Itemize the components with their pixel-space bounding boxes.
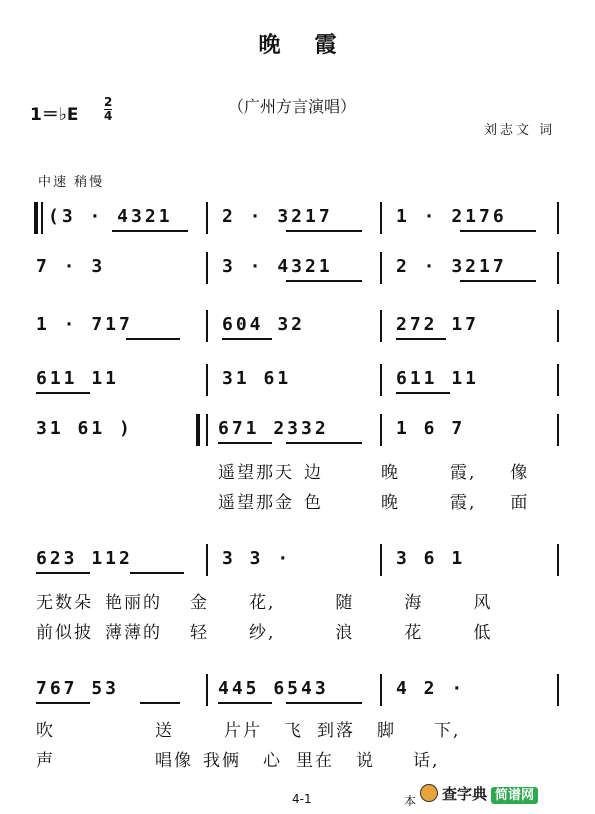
lyric: 薄薄的 [105, 623, 162, 643]
measure: 3 · 4321 [222, 256, 333, 277]
lyric: 霞, [450, 463, 477, 483]
lyric: 低 [473, 623, 493, 643]
beam [36, 702, 90, 704]
lyric: 下, [434, 721, 461, 741]
beam [36, 392, 90, 394]
lyric-line-7b [36, 746, 439, 771]
key-signature: 1＝♭E [30, 105, 79, 125]
lyric: 霞, [450, 493, 477, 513]
measure: 1 · 2176 [396, 206, 507, 227]
beam [286, 442, 362, 444]
measure: 1 · 717 [36, 314, 133, 335]
barline [206, 252, 208, 284]
lyricist: 刘志文 词 [484, 123, 556, 138]
lyric: 浪 [335, 623, 355, 643]
beam [218, 442, 272, 444]
beam [112, 230, 188, 232]
measure: 7 · 3 [36, 256, 106, 277]
score-line-4 [30, 360, 562, 400]
lyric: 片片 [224, 721, 262, 741]
score-line-2 [30, 248, 562, 288]
lyric: 吹 [36, 721, 55, 741]
lyric-line-7a [36, 716, 460, 741]
lyric: 声 [36, 751, 55, 771]
lyric: 遥望那天 [218, 463, 294, 483]
measure: 31 61 ) [36, 418, 133, 439]
lyric: 花 [404, 623, 424, 643]
measure: 1 6 7 [396, 418, 466, 439]
lyric: 到落 [317, 721, 355, 741]
lyric: 艳丽的 [105, 593, 162, 613]
time-bottom: 4 [104, 109, 113, 123]
lyric: 无数朵 [36, 593, 93, 613]
barline [380, 544, 382, 576]
score-line-7 [30, 670, 562, 710]
lyric: 风 [473, 593, 493, 613]
lyric: 前似披 [36, 623, 93, 643]
score-line-6 [30, 540, 562, 580]
barline [380, 310, 382, 342]
beam [286, 230, 362, 232]
beam [396, 338, 446, 340]
lyric-line-6a [36, 588, 492, 613]
lyric: 送 [155, 721, 174, 741]
site-watermark[interactable] [420, 783, 538, 804]
score-line-1 [30, 198, 562, 238]
lyric: 边 [304, 463, 323, 483]
barline [557, 544, 559, 576]
beam [130, 572, 184, 574]
barline [206, 544, 208, 576]
measure: 611 11 [396, 368, 480, 389]
barline [380, 252, 382, 284]
barline [41, 202, 43, 234]
barline [557, 202, 559, 234]
lyric: 我俩 [203, 751, 241, 771]
barline [206, 364, 208, 396]
measure: (3 · 4321 [48, 206, 173, 227]
barline [206, 414, 208, 446]
barline [206, 674, 208, 706]
measure: 604 32 [222, 314, 306, 335]
measure: 671 2332 [218, 418, 329, 439]
lyric-line-5a [218, 458, 529, 483]
barline [380, 364, 382, 396]
lyric: 金 [190, 593, 209, 613]
lyric: 面 [510, 493, 530, 513]
barline [206, 310, 208, 342]
time-signature [104, 96, 112, 123]
beam [460, 280, 536, 282]
barline [557, 414, 559, 446]
beam [218, 702, 272, 704]
barline [380, 202, 382, 234]
barline [380, 674, 382, 706]
measure: 623 112 [36, 548, 133, 569]
double-barline [196, 414, 200, 446]
barline [557, 310, 559, 342]
lyric: 随 [335, 593, 355, 613]
brand-name: 查字典 [442, 785, 488, 803]
measure: 272 17 [396, 314, 480, 335]
measure: 3 3 · [222, 548, 292, 569]
measure: 767 53 [36, 678, 120, 699]
lyric: 像 [510, 463, 530, 483]
beam [286, 280, 362, 282]
score-line-5 [30, 410, 562, 450]
brand-tag: 简谱网 [491, 787, 538, 804]
lyric: 说 [356, 751, 375, 771]
lyric: 里在 [296, 751, 334, 771]
subtitle: （广州方言演唱） [228, 97, 357, 116]
beam [396, 392, 450, 394]
measure: 2 · 3217 [222, 206, 333, 227]
lyric: 遥望那金 [218, 493, 294, 513]
barline [380, 414, 382, 446]
lyric: 色 [304, 493, 323, 513]
mascot-icon [420, 784, 438, 802]
barline [557, 364, 559, 396]
page-number: 4-1 [292, 792, 312, 806]
score-line-3 [30, 306, 562, 346]
barline [557, 674, 559, 706]
lyric: 脚 [377, 721, 396, 741]
barline [206, 202, 208, 234]
tempo-marking: 中速 稍慢 [38, 175, 105, 190]
lyric: 花, [249, 593, 276, 613]
barline [557, 252, 559, 284]
lyric-line-6b [36, 618, 492, 643]
lyric-line-5b [218, 488, 529, 513]
beam [460, 230, 536, 232]
measure: 3 6 1 [396, 548, 466, 569]
measure: 31 61 [222, 368, 292, 389]
beam [126, 338, 180, 340]
beam [36, 572, 90, 574]
beam [222, 338, 272, 340]
time-top: 2 [104, 95, 113, 109]
measure: 445 6543 [218, 678, 329, 699]
beam [140, 702, 180, 704]
measure: 4 2 · [396, 678, 466, 699]
lyric: 心 [263, 751, 282, 771]
lyric: 纱, [249, 623, 276, 643]
lyric: 轻 [190, 623, 209, 643]
lyric: 晚 [381, 493, 400, 513]
beam [286, 702, 362, 704]
lyric: 飞 [284, 721, 303, 741]
measure: 611 11 [36, 368, 120, 389]
measure: 2 · 3217 [396, 256, 507, 277]
lyric: 话, [413, 751, 440, 771]
lyric: 唱像 [155, 751, 193, 771]
repeat-start-barline [34, 202, 38, 234]
lyric: 晚 [381, 463, 400, 483]
lyric: 海 [404, 593, 424, 613]
song-title: 晚霞 [258, 32, 371, 58]
footer-mark: 本 [404, 794, 417, 808]
